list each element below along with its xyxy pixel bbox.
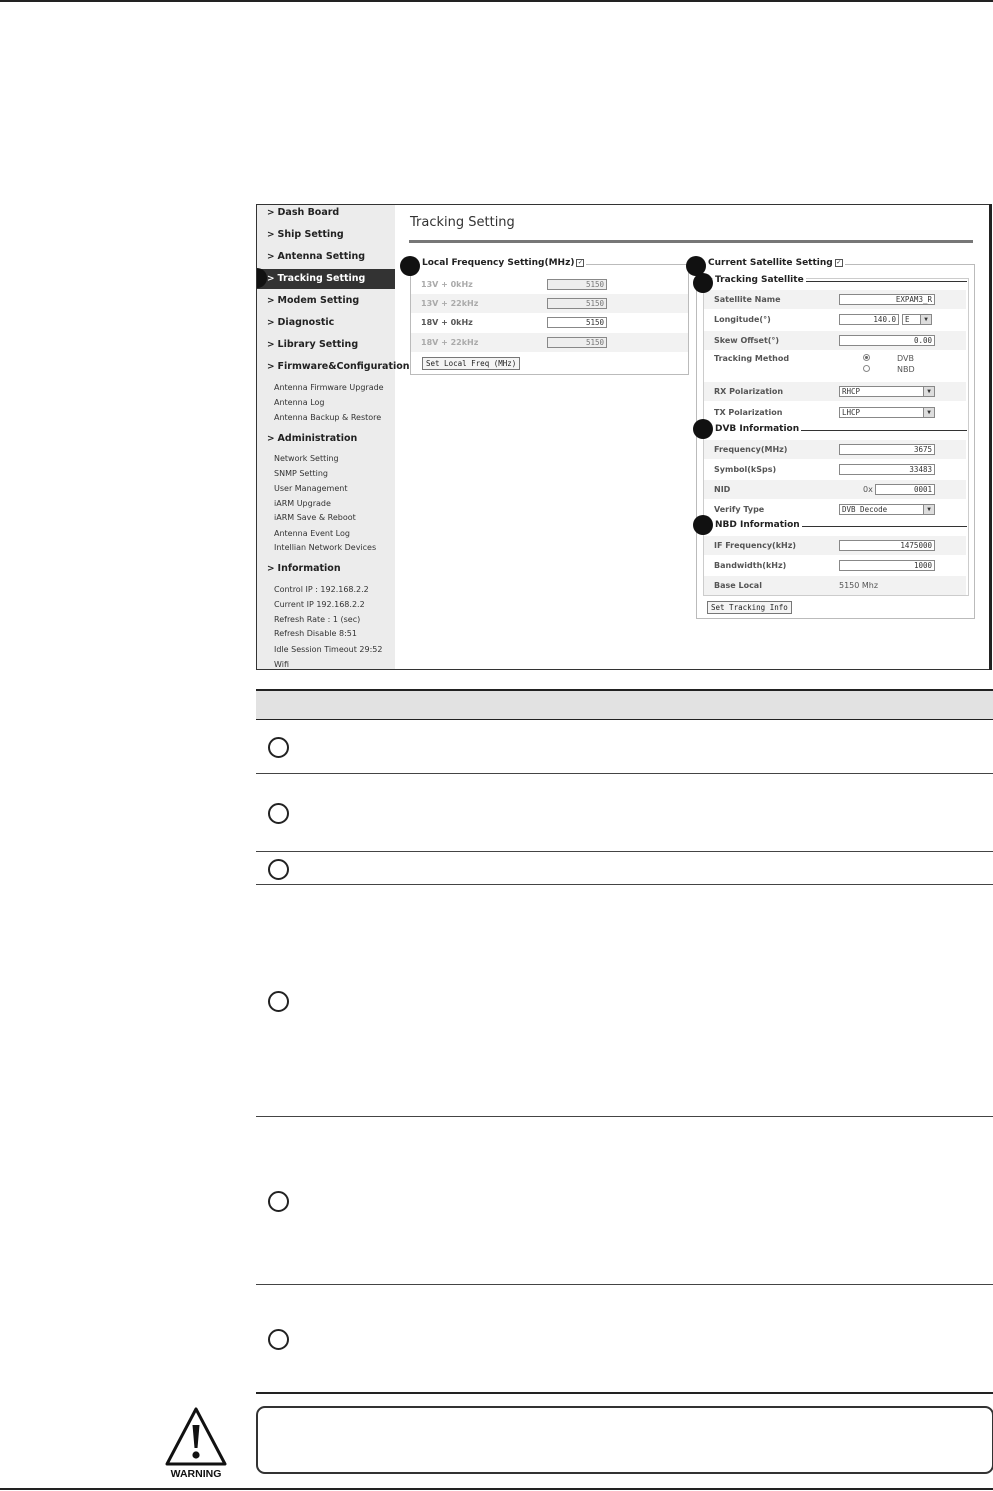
chevron-right-icon: >: [267, 340, 275, 350]
nav-modem-setting[interactable]: > Modem Setting: [267, 295, 360, 306]
nav-ship-setting[interactable]: > Ship Setting: [267, 229, 344, 240]
nav-sub-antenna-log[interactable]: Antenna Log: [274, 398, 325, 407]
bottom-rule: [0, 1488, 993, 1490]
chevron-right-icon: >: [267, 274, 275, 284]
table-row-2-circle: [268, 803, 289, 824]
warning-icon: [164, 1406, 228, 1468]
current-satellite-panel: [696, 264, 975, 619]
page-title: Tracking Setting: [410, 215, 515, 230]
callout-dot-6: [693, 515, 713, 535]
dvb-frequency-input[interactable]: 3675: [839, 444, 935, 455]
nbd-if-input[interactable]: 1475000: [839, 540, 935, 551]
nav-antenna-setting[interactable]: > Antenna Setting: [267, 251, 366, 262]
screenshot-right-border: [989, 204, 992, 670]
callout-dot-4: [693, 273, 713, 293]
dvb-symbol-row: Symbol(kSps) 33483: [704, 460, 966, 479]
rx-polarization-row: RX Polarization RHCP ▼: [704, 382, 966, 401]
chevron-right-icon: >: [267, 252, 275, 262]
lf-row-18v-0: 18V + 0kHz 5150: [411, 313, 688, 332]
set-local-freq-button[interactable]: Set Local Freq (MHz): [422, 357, 520, 370]
chevron-down-icon: ▼: [923, 387, 934, 396]
callout-dot-5: [693, 419, 713, 439]
verify-type-row: Verify Type DVB Decode ▼: [704, 500, 966, 519]
info-wifi: Wifi: [274, 660, 289, 669]
nav-sub-user-management[interactable]: User Management: [274, 484, 348, 493]
current-satellite-legend: Current Satellite Setting ✓: [706, 258, 845, 268]
table-row-divider: [256, 773, 993, 774]
tx-polarization-select[interactable]: LHCP ▼: [839, 407, 935, 418]
chevron-down-icon: ▼: [923, 505, 934, 514]
nbd-information-title: NBD Information: [715, 520, 800, 530]
longitude-row: Longitude(°) 140.0 E ▼: [704, 310, 966, 329]
rx-polarization-select[interactable]: RHCP ▼: [839, 386, 935, 397]
screenshot-frame: [256, 204, 992, 670]
dvb-frequency-row: Frequency(MHz) 3675: [704, 440, 966, 459]
nav-diagnostic[interactable]: > Diagnostic: [267, 317, 335, 328]
table-row-divider: [256, 1116, 993, 1117]
title-rule: [409, 240, 973, 243]
table-row-divider: [256, 1284, 993, 1285]
verify-type-select[interactable]: DVB Decode ▼: [839, 504, 935, 515]
nav-sub-snmp-setting[interactable]: SNMP Setting: [274, 469, 328, 478]
top-rule: [0, 0, 993, 2]
table-row-3-circle: [268, 859, 289, 880]
nav-sub-iarm-upgrade[interactable]: iARM Upgrade: [274, 499, 331, 508]
tracking-satellite-title: Tracking Satellite: [715, 275, 804, 285]
lf-18v-22-input[interactable]: 5150: [547, 337, 607, 348]
info-control-ip: Control IP : 192.168.2.2: [274, 585, 369, 594]
nav-sub-firmware-upgrade[interactable]: Antenna Firmware Upgrade: [274, 383, 384, 392]
dvb-rule: [789, 430, 967, 431]
nav-dash-board[interactable]: > Dash Board: [267, 207, 340, 218]
nav-sub-network-devices[interactable]: Intellian Network Devices: [274, 543, 377, 552]
current-satellite-checkbox[interactable]: ✓: [836, 258, 842, 266]
nav-sub-network-setting[interactable]: Network Setting: [274, 454, 339, 463]
lf-13v-22-input[interactable]: 5150: [547, 298, 607, 309]
nbd-bandwidth-input[interactable]: 1000: [839, 560, 935, 571]
satellite-name-input[interactable]: EXPAM3_R: [839, 294, 935, 305]
nav-library-setting[interactable]: > Library Setting: [267, 339, 359, 350]
table-row-divider: [256, 884, 993, 885]
chevron-down-icon: ▼: [920, 315, 931, 324]
tracking-sat-rule: [789, 281, 967, 282]
table-row-5-circle: [268, 1191, 289, 1212]
set-tracking-info-button[interactable]: Set Tracking Info: [707, 601, 792, 614]
base-local-row: Base Local 5150 Mhz: [704, 576, 966, 595]
local-frequency-legend: Local Frequency Setting(MHz) ✓: [420, 258, 586, 268]
nav-sub-antenna-event-log[interactable]: Antenna Event Log: [274, 529, 350, 538]
chevron-right-icon: >: [267, 230, 275, 240]
local-frequency-checkbox[interactable]: ✓: [577, 258, 583, 266]
dvb-nid-input[interactable]: 0001: [875, 484, 935, 495]
callout-dot-2: [400, 256, 420, 276]
local-frequency-panel: [410, 264, 689, 375]
chevron-right-icon: >: [267, 434, 275, 444]
chevron-down-icon: ▼: [923, 408, 934, 417]
table-bottom-rule: [256, 1392, 993, 1394]
warning-box: [256, 1406, 993, 1474]
lf-18v-0-input[interactable]: 5150: [547, 317, 607, 328]
table-row-1-circle: [268, 737, 289, 758]
dvb-symbol-input[interactable]: 33483: [839, 464, 935, 475]
nbd-rule: [789, 526, 967, 527]
chevron-right-icon: >: [267, 564, 275, 574]
info-idle-timeout: Idle Session Timeout 29:52: [274, 645, 383, 654]
nav-sub-backup-restore[interactable]: Antenna Backup & Restore: [274, 413, 382, 422]
longitude-dir-select[interactable]: E ▼: [902, 314, 932, 325]
longitude-input[interactable]: 140.0: [839, 314, 899, 325]
table-row-6-circle: [268, 1329, 289, 1350]
tracking-method-row: Tracking Method DVB NBD: [714, 354, 915, 374]
dvb-information-title: DVB Information: [715, 424, 800, 434]
lf-row-18v-22: 18V + 22kHz 5150: [411, 333, 688, 352]
method-dvb-radio[interactable]: [863, 354, 870, 361]
nav-tracking-setting[interactable]: > Tracking Setting: [257, 269, 395, 289]
info-refresh-disable: Refresh Disable 8:51: [274, 629, 357, 638]
nbd-bandwidth-row: Bandwidth(kHz) 1000: [704, 556, 966, 575]
chevron-right-icon: >: [267, 296, 275, 306]
nav-sub-iarm-save-reboot[interactable]: iARM Save & Reboot: [274, 513, 356, 522]
nav-firmware-configuration[interactable]: > Firmware&Configuration: [267, 361, 410, 372]
satellite-name-row: Satellite Name EXPAM3_R: [704, 290, 966, 309]
table-header: [256, 689, 993, 720]
nav-administration[interactable]: > Administration: [267, 433, 358, 444]
chevron-right-icon: >: [267, 318, 275, 328]
tx-polarization-row: TX Polarization LHCP ▼: [704, 403, 966, 422]
chevron-right-icon: >: [267, 208, 275, 218]
method-nbd-radio[interactable]: [863, 365, 870, 372]
lf-row-13v-22: 13V + 22kHz 5150: [411, 294, 688, 313]
lf-row-13v-0: 13V + 0kHz 5150: [411, 275, 688, 294]
dvb-nid-row: NID 0x 0001: [704, 480, 966, 499]
nav-information[interactable]: > Information: [267, 563, 341, 574]
skew-offset-input[interactable]: 0.00: [839, 335, 935, 346]
chevron-right-icon: >: [267, 362, 275, 372]
skew-row: Skew Offset(°) 0.00: [704, 331, 966, 350]
sidebar: [257, 205, 410, 669]
table-row-4-circle: [268, 991, 289, 1012]
nbd-if-row: IF Frequency(kHz) 1475000: [704, 536, 966, 555]
warning-label: WARNING: [170, 1468, 222, 1480]
lf-13v-0-input[interactable]: 5150: [547, 279, 607, 290]
info-refresh-rate: Refresh Rate : 1 (sec): [274, 615, 361, 624]
info-current-ip: Current IP 192.168.2.2: [274, 600, 365, 609]
table-row-divider: [256, 851, 993, 852]
